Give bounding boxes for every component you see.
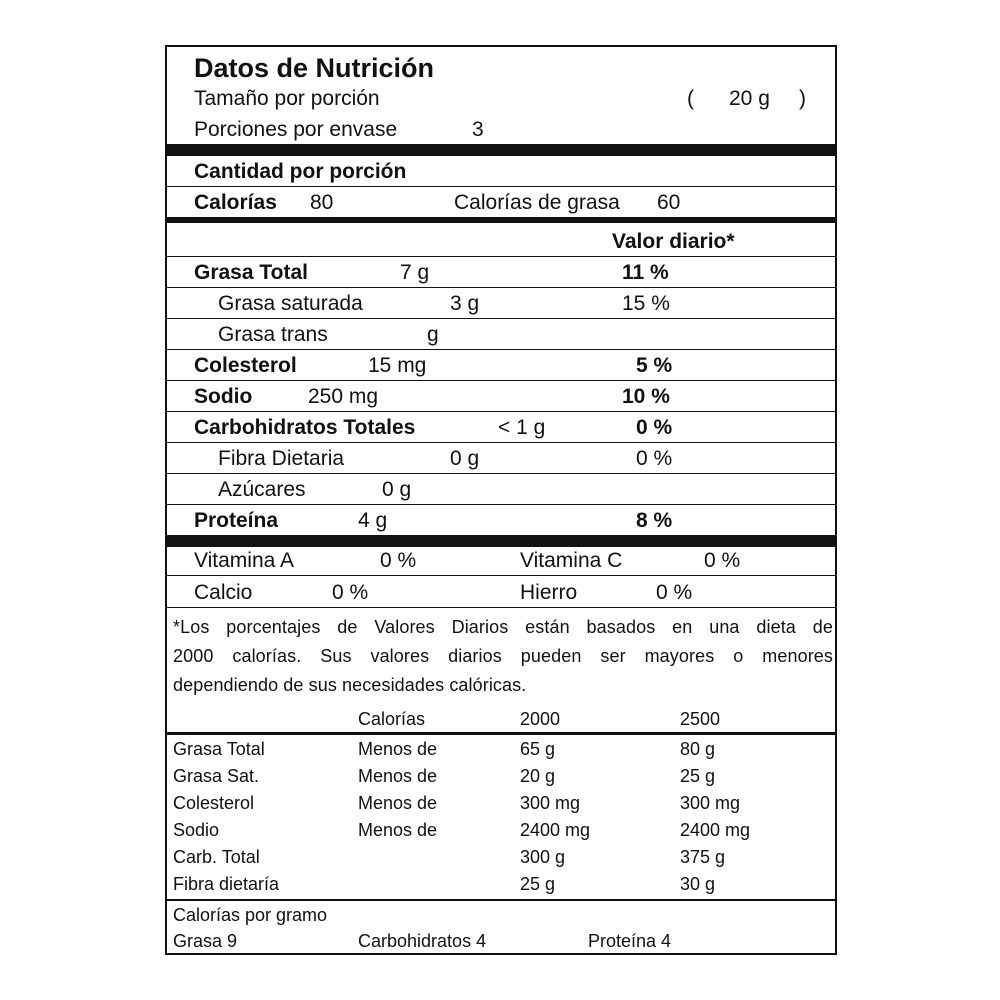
nutrition-label [165,45,837,955]
per-gram-protein: Proteína 4 [588,931,672,951]
table-cell: Menos de [358,739,438,759]
per-gram-heading: Calorías por gramo [173,905,328,925]
calories-value: 80 [310,191,334,214]
table-cell: Menos de [358,766,438,786]
vitamin-label: Vitamina C [520,549,623,572]
table-cell: 30 g [680,874,716,894]
table-cell: 2400 mg [680,820,751,840]
nutrient-amount: 0 g [382,478,412,501]
divider [167,256,835,257]
nutrient-label: Colesterol [194,354,297,377]
table-cell: 300 mg [680,793,741,813]
table-cell: 2400 mg [520,820,591,840]
nutrient-daily-value: 5 % [636,354,673,377]
nutrient-label: Grasa Total [194,261,308,284]
footnote-line: dependiendo de sus necesidades calóricas. [173,675,527,695]
table-cell: Menos de [358,793,438,813]
nutrient-daily-value: 15 % [622,292,670,315]
table-cell: Sodio [173,820,220,840]
divider-thick [167,144,835,156]
nutrient-daily-value: 10 % [622,385,670,408]
table-cell: 65 g [520,739,556,759]
fat-calories-label: Calorías de grasa [454,191,620,214]
nutrient-daily-value: 11 % [622,261,669,284]
nutrient-daily-value: 0 % [636,416,673,439]
nutrient-amount: < 1 g [498,416,546,439]
nutrient-amount: 3 g [450,292,480,315]
nutrient-amount: 15 mg [368,354,427,377]
nutrient-label: Fibra Dietaria [218,447,345,470]
table-cell: 25 g [680,766,716,786]
table-cell: 80 g [680,739,716,759]
table-cell: 300 mg [520,793,581,813]
table-cell: Grasa Sat. [173,766,260,786]
divider [167,380,835,381]
table-cell: Fibra dietaría [173,874,280,894]
servings-per-container-label: Porciones por envase [194,118,398,141]
mineral-label: Hierro [520,581,578,604]
nutrient-label: Proteína [194,509,279,532]
nutrient-amount: g [427,323,439,346]
table-cell: 375 g [680,847,726,867]
mineral-value: 0 % [656,581,693,604]
divider-medium [167,217,835,223]
divider [167,349,835,350]
table-header: 2500 [680,709,721,729]
nutrient-label: Carbohidratos Totales [194,416,416,439]
nutrient-label: Azúcares [218,478,306,501]
nutrient-amount: 250 mg [308,385,379,408]
nutrient-amount: 7 g [400,261,430,284]
label-title: Datos de Nutrición [194,53,435,83]
vitamin-value: 0 % [704,549,741,572]
divider [167,186,835,187]
nutrient-amount: 0 g [450,447,480,470]
table-header: Calorías [358,709,426,729]
divider [167,318,835,319]
vitamin-label: Vitamina A [194,549,295,572]
nutrient-daily-value: 8 % [636,509,673,532]
fat-calories-value: 60 [657,191,681,214]
nutrient-label: Sodio [194,385,253,408]
serving-size-value: ( 20 g ) [687,87,807,110]
table-cell: Colesterol [173,793,255,813]
footnote-line: 2000 calorías. Sus valores diarios pueden ser mayores o menores [173,646,833,666]
nutrient-amount: 4 g [358,509,388,532]
per-gram-fat: Grasa 9 [173,931,238,951]
divider [167,287,835,288]
footnote-line: *Los porcentajes de Valores Diarios están basados en una dieta de [173,617,833,637]
per-gram-carbs: Carbohidratos 4 [358,931,487,951]
divider [167,607,835,608]
divider [167,442,835,443]
divider [167,473,835,474]
table-cell: Carb. Total [173,847,260,867]
divider [167,575,835,576]
vitamin-value: 0 % [380,549,417,572]
amount-per-serving-heading: Cantidad por porción [194,160,407,183]
nutrient-daily-value: 0 % [636,447,673,470]
divider [167,504,835,505]
table-cell: 300 g [520,847,566,867]
mineral-value: 0 % [332,581,369,604]
divider-table [167,899,835,901]
table-header: 2000 [520,709,561,729]
table-cell: 20 g [520,766,556,786]
daily-value-heading: Valor diario* [612,230,735,253]
nutrient-label: Grasa saturada [218,292,363,315]
nutrient-label: Grasa trans [218,323,328,346]
calories-label: Calorías [194,191,277,214]
servings-per-container-value: 3 [472,118,484,141]
divider-table [167,732,835,735]
divider-thick [167,535,835,547]
mineral-label: Calcio [194,581,253,604]
table-cell: Menos de [358,820,438,840]
divider [167,411,835,412]
table-cell: 25 g [520,874,556,894]
table-cell: Grasa Total [173,739,265,759]
serving-size-label: Tamaño por porción [194,87,380,110]
